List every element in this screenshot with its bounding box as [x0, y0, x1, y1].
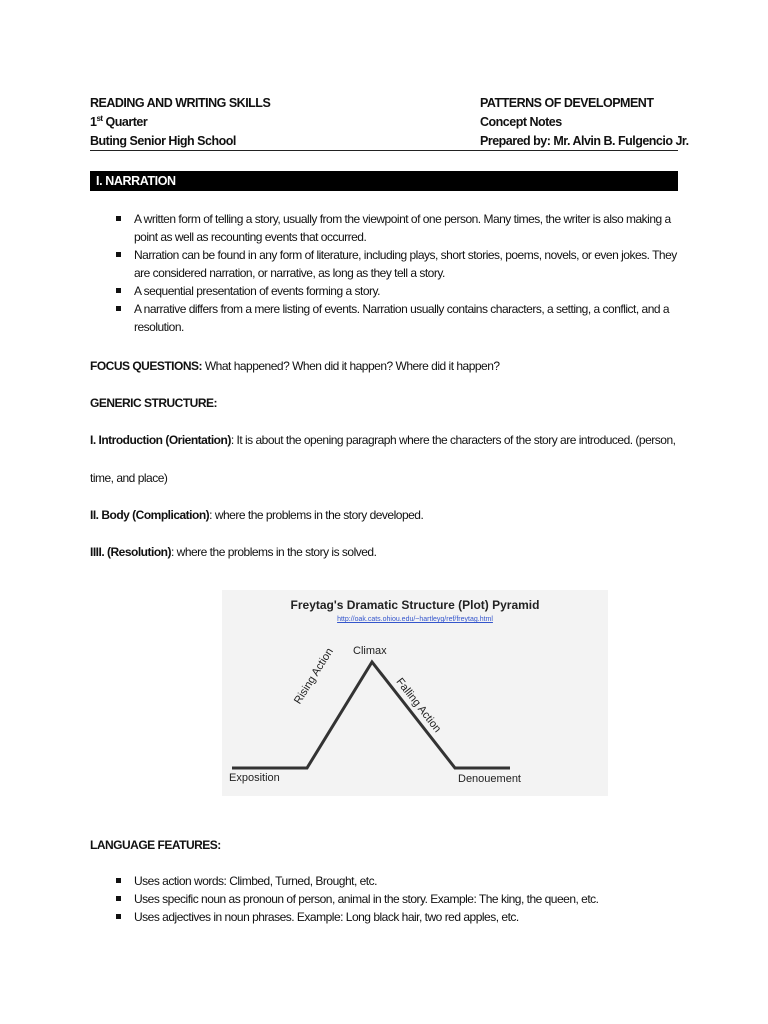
exposition-label: Exposition	[229, 772, 280, 784]
pyramid-shape	[232, 662, 510, 768]
intro-label: I. Introduction (Orientation)	[90, 433, 231, 447]
intro-text: : It is about the opening paragraph where the characters of the story are introduced. (person,	[230, 433, 676, 447]
topic-title: PATTERNS OF DEVELOPMENT	[480, 96, 654, 110]
list-item: A narrative differs from a mere listing of events. Narration usually contains characters, a setting, a conflict, and a resolution.	[116, 300, 681, 336]
subject-title: READING AND WRITING SKILLS	[90, 96, 271, 110]
focus-text: What happened? When did it happen? Where did it happen?	[202, 359, 500, 373]
list-item: Uses adjectives in noun phrases. Example: Long black hair, two red apples, etc.	[116, 908, 681, 926]
denouement-label: Denouement	[458, 773, 521, 785]
resolution-text: : where the problems in the story is solved.	[171, 545, 377, 559]
list-item: A sequential presentation of events forming a story.	[116, 282, 681, 300]
list-item: Uses action words: Climbed, Turned, Brought, etc.	[116, 872, 681, 890]
narration-bullet-list	[116, 210, 681, 336]
freytag-pyramid-diagram	[222, 590, 608, 796]
list-item: Uses specific noun as pronoun of person, animal in the story. Example: The king, the queen, etc.	[116, 890, 681, 908]
falling-action-label: Falling Action	[393, 676, 444, 735]
intro-line-continued: time, and place)	[90, 471, 168, 485]
header-left	[90, 94, 270, 151]
language-features-list	[116, 872, 681, 926]
body-label: II. Body (Complication)	[90, 508, 210, 522]
diagram-url: http://oak.cats.ohiou.edu/~hartleyg/ref/freytag.html	[337, 616, 493, 623]
intro-line	[90, 431, 690, 449]
list-item: Narration can be found in any form of literature, including plays, short stories, poems, novels, or even jokes. They are considered narration, or narrative, as long as they tell a story.	[116, 246, 681, 282]
resolution-label: IIII. (Resolution)	[90, 545, 171, 559]
quarter-line: 1st Quarter	[90, 113, 148, 129]
header-divider	[90, 150, 678, 151]
body-text: : where the problems in the story developed.	[209, 508, 424, 522]
section-heading-bar	[90, 171, 678, 191]
body-line	[90, 506, 690, 524]
prepared-by: Prepared by: Mr. Alvin B. Fulgencio Jr.	[480, 134, 689, 148]
diagram-title: Freytag's Dramatic Structure (Plot) Pyramid	[290, 598, 540, 612]
list-item: A written form of telling a story, usually from the viewpoint of one person. Many times, the writer is also making a point as well as recounting events that occurred.	[116, 210, 681, 246]
climax-label: Climax	[353, 645, 387, 657]
focus-label: FOCUS QUESTIONS:	[90, 359, 203, 373]
language-features-heading: LANGUAGE FEATURES:	[90, 838, 221, 852]
section-title: I. NARRATION	[96, 174, 176, 188]
school-name: Buting Senior High School	[90, 134, 236, 148]
doc-type: Concept Notes	[480, 115, 562, 129]
rising-action-label: Rising Action	[292, 646, 336, 707]
resolution-line	[90, 543, 690, 561]
focus-questions	[90, 357, 690, 375]
header-right	[480, 94, 689, 151]
generic-structure-heading: GENERIC STRUCTURE:	[90, 396, 218, 410]
